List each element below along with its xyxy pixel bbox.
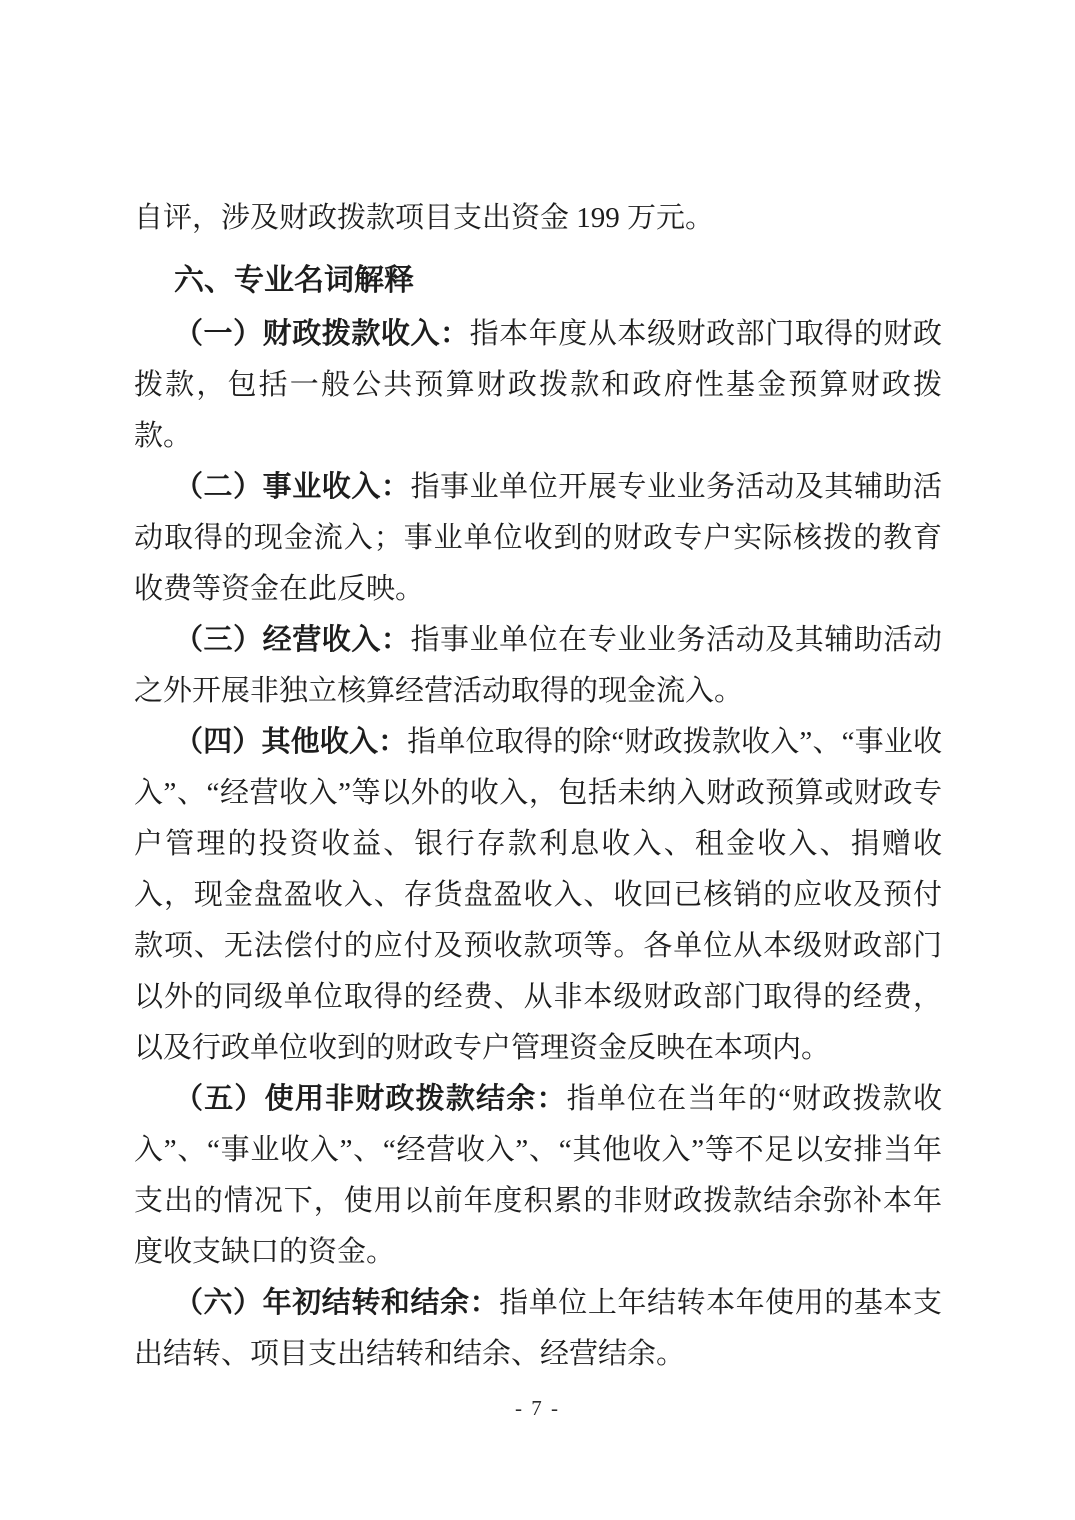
- term-label-5: （五）使用非财政拨款结余：: [174, 1083, 567, 1115]
- term-label-6: （六）年初结转和结余：: [174, 1287, 500, 1319]
- term-label-1: （一）财政拨款收入：: [174, 318, 470, 350]
- term-definition-5: 指单位在当年的“财政拨款收入”、“事业收入”、“经营收入”、“其他收入”等不足以安排当年支出的情况下，使用以前年度积累的非财政拨款结余弥补本年度收支缺口的资金。: [134, 1083, 942, 1268]
- term-label-4: （四）其他收入：: [174, 726, 408, 758]
- term-paragraph-3: [134, 615, 942, 717]
- term-paragraph-1: [134, 309, 942, 462]
- section-heading: 六、专业名词解释: [174, 264, 414, 297]
- term-definition-6: 指单位上年结转本年使用的基本支出结转、项目支出结转和结余、经营结余。: [134, 1287, 942, 1370]
- term-paragraph-6: [134, 1278, 942, 1380]
- page-number: - 7 -: [515, 1396, 560, 1420]
- term-definition-4: 指单位取得的除“财政拨款收入”、“事业收入”、“经营收入”等以外的收入，包括未纳入财政预算或财政专户管理的投资收益、银行存款利息收入、租金收入、捐赠收入，现金盘盈收入、存货盘盈收入、收回已核销的应收及预付款项、无法偿付的应付及预收款项等。各单位从本级财政部门以外的同级单位取得的经费、从非本级财政部门取得的经费，以及行政单位收到的财政专户管理资金反映在本项内。: [134, 726, 942, 1064]
- term-definition-3: 指事业单位在专业业务活动及其辅助活动之外开展非独立核算经营活动取得的现金流入。: [134, 624, 942, 707]
- term-definition-2: 指事业单位开展专业业务活动及其辅助活动取得的现金流入；事业单位收到的财政专户实际核拨的教育收费等资金在此反映。: [134, 471, 942, 605]
- term-label-2: （二）事业收入：: [174, 471, 411, 503]
- intro-paragraph: 自评，涉及财政拨款项目支出资金 199 万元。: [134, 202, 715, 234]
- term-label-3: （三）经营收入：: [174, 624, 411, 656]
- term-paragraph-2: [134, 462, 942, 615]
- term-definition-1: 指本年度从本级财政部门取得的财政拨款，包括一般公共预算财政拨款和政府性基金预算财政拨款。: [134, 318, 942, 452]
- term-paragraph-4: [134, 717, 942, 1074]
- term-paragraph-5: [134, 1074, 942, 1278]
- page-content: [134, 193, 942, 1380]
